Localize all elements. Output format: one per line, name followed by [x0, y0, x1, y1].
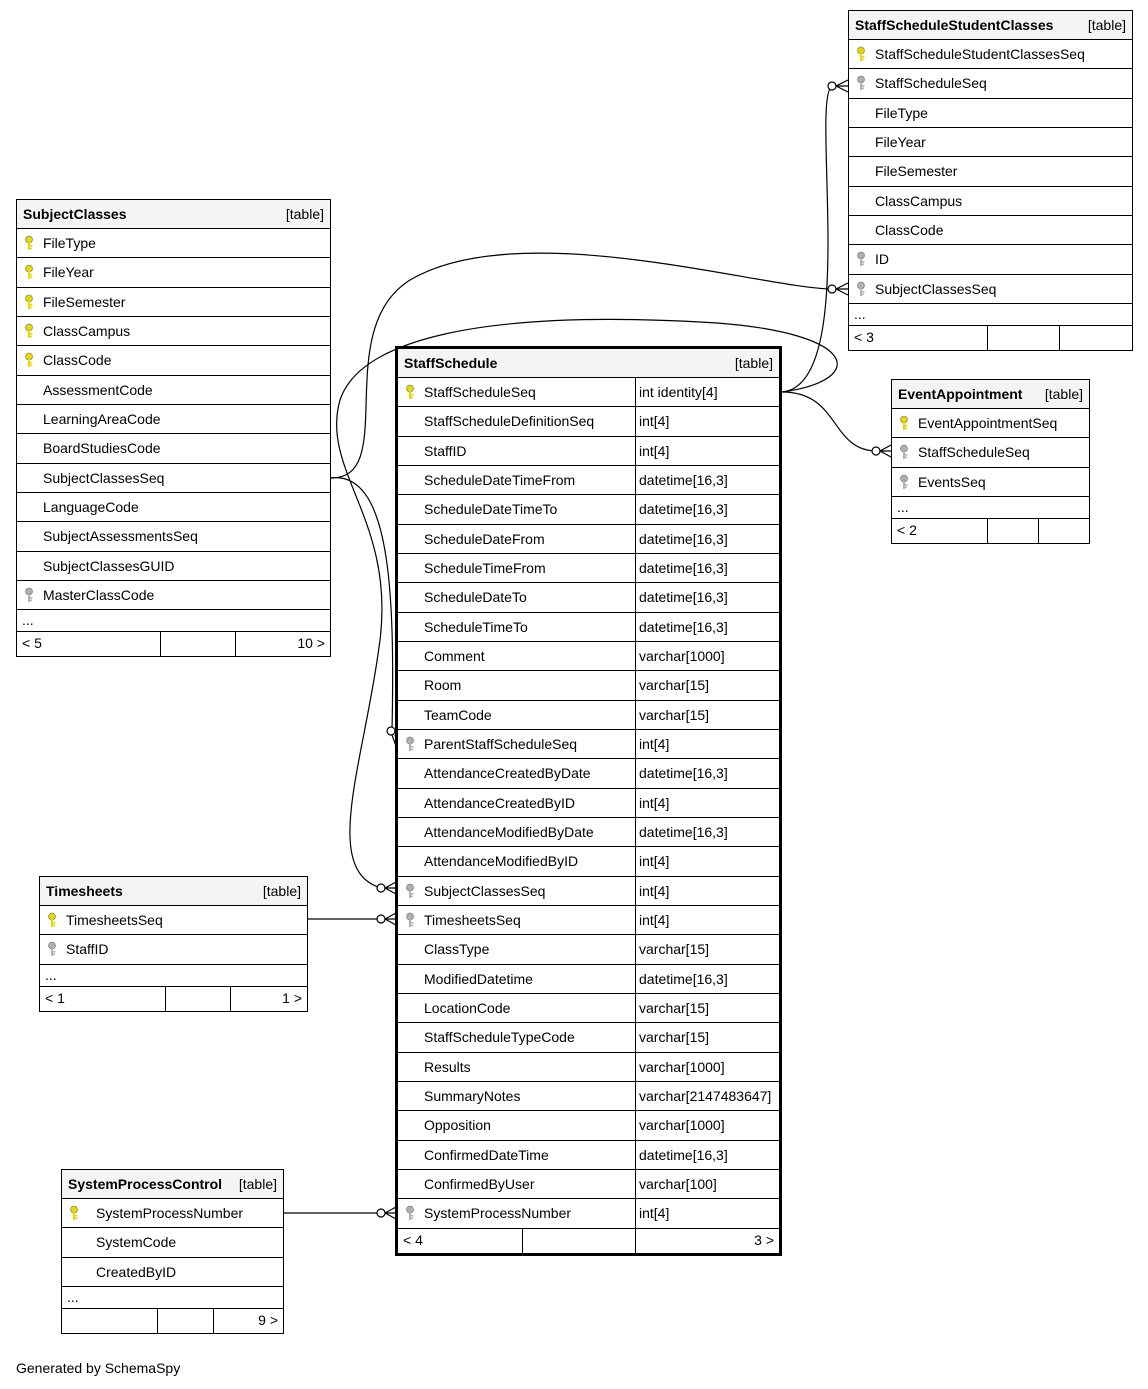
column-type: varchar[15] — [639, 999, 710, 1016]
table-subjectclasses — [16, 199, 331, 657]
column-row — [398, 965, 779, 994]
column-name: StaffScheduleDefinitionSeq — [424, 413, 595, 430]
foreign-key-icon — [23, 587, 35, 603]
column-name: AttendanceModifiedByDate — [424, 823, 594, 840]
parent-count: < 2 — [897, 521, 917, 538]
column-row — [17, 581, 330, 610]
column-row — [398, 583, 779, 612]
column-row — [17, 552, 330, 581]
column-row — [398, 818, 779, 847]
column-row — [17, 464, 330, 493]
column-name: Opposition — [424, 1117, 491, 1134]
table-name: StaffScheduleStudentClasses — [855, 17, 1054, 33]
table-staffschedule — [395, 346, 782, 1256]
column-name: MasterClassCode — [43, 586, 155, 603]
table-name: StaffSchedule — [404, 355, 498, 371]
column-name: StaffScheduleSeq — [875, 75, 987, 92]
column-type: datetime[16,3] — [639, 559, 728, 576]
column-name: SystemProcessNumber — [424, 1205, 572, 1222]
column-type: int[4] — [639, 413, 670, 430]
column-type: varchar[1000] — [639, 1058, 725, 1075]
column-row — [398, 759, 779, 788]
column-divider — [635, 1141, 636, 1169]
table-header — [62, 1170, 283, 1199]
primary-key-icon — [898, 415, 910, 431]
column-row — [849, 40, 1132, 69]
column-name: ClassCampus — [875, 192, 963, 209]
primary-key-icon — [23, 352, 35, 368]
table-name: Timesheets — [46, 883, 123, 899]
column-divider — [635, 642, 636, 670]
link-subjectclasses-to-parent — [330, 478, 393, 731]
column-divider — [635, 525, 636, 553]
column-divider — [635, 1111, 636, 1139]
table-kind: [table] — [1087, 17, 1126, 33]
column-row — [17, 288, 330, 317]
link-end-circle — [387, 727, 395, 735]
column-name: ModifiedDatetime — [424, 970, 533, 987]
column-name: EventAppointmentSeq — [918, 415, 1058, 431]
column-divider — [635, 701, 636, 729]
foreign-key-icon — [404, 912, 416, 928]
table-name: EventAppointment — [898, 386, 1023, 402]
column-name: ID — [875, 251, 889, 268]
column-name: FileType — [43, 235, 96, 251]
column-name: StaffID — [424, 442, 467, 459]
column-name: ScheduleTimeFrom — [424, 559, 546, 576]
column-name: Comment — [424, 647, 485, 664]
column-name: AssessmentCode — [43, 381, 153, 398]
foreign-key-icon — [898, 444, 910, 460]
column-name: LanguageCode — [43, 498, 139, 515]
column-row — [398, 525, 779, 554]
foreign-key-icon — [898, 474, 910, 490]
column-row — [17, 229, 330, 258]
child-count: 10 > — [297, 635, 325, 652]
column-row — [398, 701, 779, 730]
column-name: Results — [424, 1058, 471, 1075]
column-name: StaffScheduleSeq — [424, 384, 536, 400]
column-row — [849, 157, 1132, 186]
column-divider — [635, 613, 636, 641]
column-divider — [635, 730, 636, 758]
column-divider — [635, 818, 636, 846]
column-row — [849, 128, 1132, 157]
column-type: varchar[15] — [639, 941, 710, 958]
table-name: SystemProcessControl — [68, 1176, 223, 1192]
column-row — [40, 935, 307, 964]
column-divider — [635, 407, 636, 435]
column-divider — [635, 1023, 636, 1051]
column-row — [17, 434, 330, 463]
column-row — [398, 906, 779, 935]
more-columns: ... — [40, 965, 307, 987]
column-row — [17, 346, 330, 375]
link-end-circle — [872, 447, 880, 455]
table-kind: [table] — [734, 355, 773, 371]
generated-by-label: Generated by SchemaSpy — [16, 1360, 181, 1376]
link-end-circle — [377, 1209, 385, 1217]
column-row — [398, 1111, 779, 1140]
column-name: ConfirmedByUser — [424, 1175, 535, 1192]
column-row — [17, 405, 330, 434]
column-type: int[4] — [639, 442, 670, 459]
primary-key-icon — [404, 384, 416, 400]
column-name: Room — [424, 677, 462, 694]
column-name: AttendanceModifiedByID — [424, 853, 579, 870]
column-divider — [635, 554, 636, 582]
column-row — [892, 468, 1089, 497]
column-row — [40, 906, 307, 935]
foreign-key-icon — [855, 251, 867, 267]
table-header — [398, 349, 779, 378]
column-name: FileSemester — [875, 163, 958, 180]
column-name: EventsSeq — [918, 473, 986, 490]
column-row — [62, 1228, 283, 1257]
column-row — [398, 730, 779, 759]
column-row — [892, 438, 1089, 467]
column-type: varchar[100] — [639, 1175, 717, 1192]
parent-count: < 1 — [45, 989, 65, 1006]
foreign-key-icon — [404, 883, 416, 899]
foreign-key-icon — [404, 1205, 416, 1221]
column-name: TimesheetsSeq — [424, 911, 521, 928]
table-footer — [62, 1309, 283, 1333]
column-name: FileSemester — [43, 293, 126, 310]
more-columns: ... — [17, 610, 330, 632]
column-name: ScheduleDateTo — [424, 589, 527, 606]
column-name: SummaryNotes — [424, 1087, 521, 1104]
column-divider — [635, 466, 636, 494]
column-type: int[4] — [639, 1205, 670, 1222]
column-name: ScheduleDateFrom — [424, 530, 545, 547]
table-kind: [table] — [1044, 386, 1083, 402]
column-row — [398, 1141, 779, 1170]
column-row — [398, 1053, 779, 1082]
foreign-key-icon — [46, 941, 58, 957]
column-type: datetime[16,3] — [639, 501, 728, 518]
column-type: int[4] — [639, 882, 670, 899]
column-row — [62, 1199, 283, 1228]
column-type: datetime[16,3] — [639, 823, 728, 840]
primary-key-icon — [68, 1205, 80, 1221]
column-row — [398, 789, 779, 818]
column-name: ClassCode — [43, 352, 112, 369]
more-columns: ... — [62, 1287, 283, 1309]
column-name: SubjectClassesGUID — [43, 557, 175, 574]
column-name: StaffScheduleStudentClassesSeq — [875, 46, 1085, 62]
column-type: varchar[1000] — [639, 647, 725, 664]
column-divider — [635, 437, 636, 465]
column-row — [398, 994, 779, 1023]
column-row — [398, 935, 779, 964]
primary-key-icon — [23, 294, 35, 310]
column-divider — [635, 994, 636, 1022]
column-row — [849, 69, 1132, 98]
column-type: int[4] — [639, 853, 670, 870]
column-name: ClassType — [424, 941, 490, 958]
column-type: varchar[1000] — [639, 1117, 725, 1134]
primary-key-icon — [23, 235, 35, 251]
column-divider — [635, 965, 636, 993]
column-name: StaffScheduleSeq — [918, 444, 1030, 461]
parent-count: < 4 — [403, 1231, 423, 1248]
column-name: FileYear — [875, 133, 926, 150]
column-name: SubjectAssessmentsSeq — [43, 528, 198, 545]
column-name: LearningAreaCode — [43, 410, 161, 427]
column-type: int[4] — [639, 794, 670, 811]
more-columns: ... — [849, 304, 1132, 326]
column-name: ClassCampus — [43, 322, 131, 339]
column-divider — [635, 1053, 636, 1081]
column-divider — [635, 1199, 636, 1227]
foreign-key-icon — [855, 281, 867, 297]
column-type: int[4] — [639, 735, 670, 752]
column-row — [398, 437, 779, 466]
column-type: datetime[16,3] — [639, 589, 728, 606]
column-divider — [635, 759, 636, 787]
crowfoot-mark — [836, 283, 848, 295]
column-type: varchar[15] — [639, 1029, 710, 1046]
column-name: ScheduleTimeTo — [424, 618, 528, 635]
more-columns: ... — [892, 497, 1089, 519]
table-kind: [table] — [262, 883, 301, 899]
table-footer — [849, 326, 1132, 350]
column-divider — [635, 583, 636, 611]
table-header — [849, 11, 1132, 40]
link-end-circle — [828, 82, 836, 90]
table-footer — [17, 632, 330, 656]
column-row — [398, 671, 779, 700]
foreign-key-icon — [404, 736, 416, 752]
column-type: datetime[16,3] — [639, 970, 728, 987]
link-staffschedule-to-studentclasses — [782, 86, 832, 392]
table-staffschedulestudentclasses — [848, 10, 1133, 351]
column-type: varchar[15] — [639, 677, 710, 694]
column-divider — [635, 1082, 636, 1110]
column-type: datetime[16,3] — [639, 765, 728, 782]
column-row — [398, 554, 779, 583]
column-type: int identity[4] — [639, 384, 718, 400]
column-name: ClassCode — [875, 221, 944, 238]
crowfoot-mark — [836, 80, 848, 92]
column-divider — [635, 1170, 636, 1198]
column-row — [398, 378, 779, 407]
column-type: datetime[16,3] — [639, 618, 728, 635]
column-name: AttendanceCreatedByID — [424, 794, 575, 811]
column-name: ScheduleDateTimeTo — [424, 501, 558, 518]
column-row — [17, 493, 330, 522]
column-row — [398, 847, 779, 876]
column-name: FileYear — [43, 264, 94, 281]
column-name: TimesheetsSeq — [66, 912, 163, 928]
primary-key-icon — [23, 323, 35, 339]
column-row — [398, 1023, 779, 1052]
table-footer — [40, 987, 307, 1011]
column-divider — [635, 877, 636, 905]
link-end-circle — [828, 285, 836, 293]
parent-count: < 5 — [22, 635, 42, 652]
column-divider — [635, 671, 636, 699]
table-kind: [table] — [285, 206, 324, 222]
column-row — [17, 317, 330, 346]
primary-key-icon — [855, 46, 867, 62]
column-name: TeamCode — [424, 706, 492, 723]
primary-key-icon — [46, 912, 58, 928]
link-staffschedule-to-eventappointment — [782, 392, 876, 451]
column-name: AttendanceCreatedByDate — [424, 765, 591, 782]
column-row — [398, 495, 779, 524]
column-name: SubjectClassesSeq — [43, 469, 165, 486]
column-row — [398, 642, 779, 671]
parent-count: < 3 — [854, 328, 874, 345]
column-row — [62, 1258, 283, 1287]
column-row — [398, 1082, 779, 1111]
table-systemprocesscontrol — [61, 1169, 284, 1334]
table-eventappointment — [891, 379, 1090, 544]
table-timesheets — [39, 876, 308, 1012]
column-name: ConfirmedDateTime — [424, 1146, 549, 1163]
child-count: 3 > — [754, 1231, 774, 1248]
column-divider — [635, 935, 636, 963]
table-kind: [table] — [238, 1176, 277, 1192]
column-row — [849, 245, 1132, 274]
primary-key-icon — [23, 264, 35, 280]
column-name: StaffScheduleTypeCode — [424, 1029, 575, 1046]
column-name: SubjectClassesSeq — [424, 882, 546, 899]
column-row — [398, 466, 779, 495]
column-name: LocationCode — [424, 999, 511, 1016]
column-type: datetime[16,3] — [639, 530, 728, 547]
column-name: FileType — [875, 104, 928, 121]
child-count: 1 > — [282, 989, 302, 1006]
column-row — [849, 187, 1132, 216]
column-type: varchar[2147483647] — [639, 1087, 772, 1104]
link-end-circle — [377, 884, 385, 892]
column-name: BoardStudiesCode — [43, 440, 161, 457]
column-divider — [635, 789, 636, 817]
column-row — [398, 613, 779, 642]
link-end-circle — [377, 915, 385, 923]
column-divider — [635, 906, 636, 934]
column-name: SubjectClassesSeq — [875, 280, 997, 297]
table-footer — [892, 519, 1089, 543]
column-name: SystemCode — [96, 1234, 177, 1251]
column-row — [849, 275, 1132, 304]
column-row — [398, 877, 779, 906]
child-count: 9 > — [258, 1311, 278, 1328]
column-divider — [635, 378, 636, 406]
column-row — [398, 407, 779, 436]
table-header — [40, 877, 307, 906]
column-name: CreatedByID — [96, 1263, 177, 1280]
column-row — [17, 522, 330, 551]
column-row — [398, 1170, 779, 1199]
table-header — [17, 200, 330, 229]
column-name: StaffID — [66, 941, 109, 958]
column-row — [849, 99, 1132, 128]
column-name: ScheduleDateTimeFrom — [424, 471, 576, 488]
column-type: int[4] — [639, 911, 670, 928]
column-name: SystemProcessNumber — [96, 1205, 244, 1221]
column-row — [398, 1199, 779, 1228]
table-footer — [398, 1229, 779, 1253]
column-type: varchar[15] — [639, 706, 710, 723]
column-type: datetime[16,3] — [639, 1146, 728, 1163]
column-row — [849, 216, 1132, 245]
crowfoot-mark — [880, 445, 891, 457]
column-row — [892, 409, 1089, 438]
table-name: SubjectClasses — [23, 206, 127, 222]
table-header — [892, 380, 1089, 409]
column-row — [17, 258, 330, 287]
column-divider — [635, 847, 636, 875]
column-type: datetime[16,3] — [639, 471, 728, 488]
column-name: ParentStaffScheduleSeq — [424, 735, 578, 752]
foreign-key-icon — [855, 75, 867, 91]
column-row — [17, 376, 330, 405]
column-divider — [635, 495, 636, 523]
